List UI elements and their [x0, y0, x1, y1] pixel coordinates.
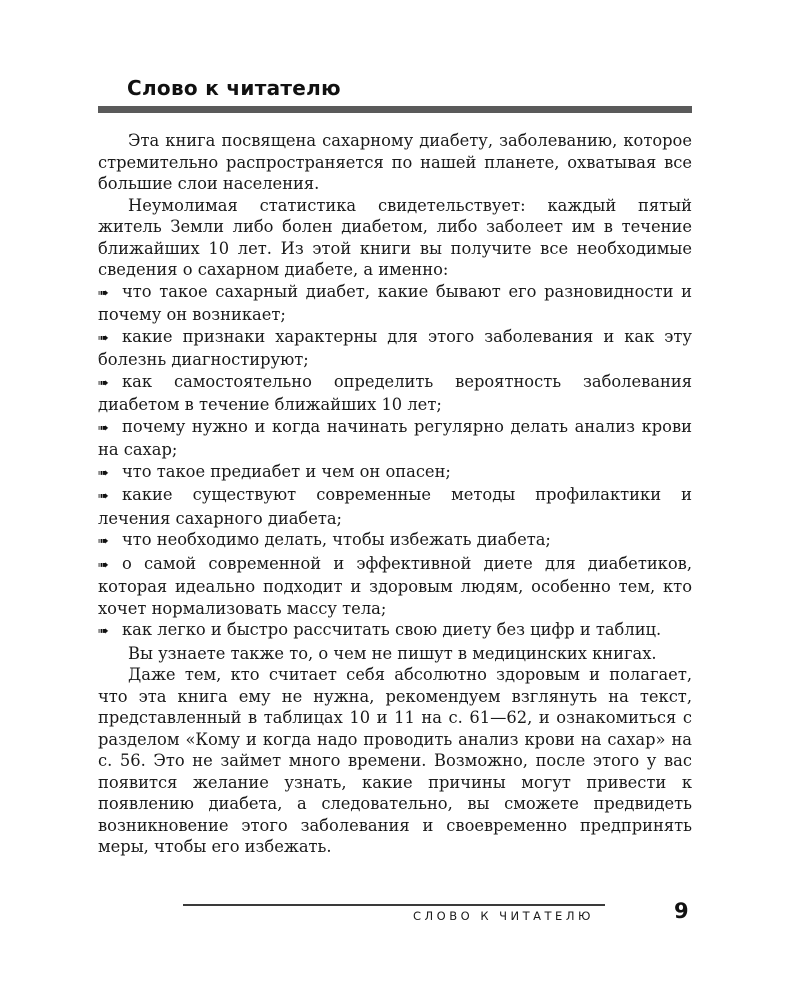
arrow-bullet-icon: ➠	[98, 557, 109, 573]
footer-rule	[183, 904, 605, 906]
list-item-text: почему нужно и когда начинать регулярно делать анализ крови на сахар;	[98, 416, 692, 459]
topics-list	[98, 281, 692, 643]
list-item-text: как самостоятельно определить вероятность заболевания диабетом в течение ближайших 10 лет;	[98, 371, 692, 414]
running-head: СЛОВО К ЧИТАТЕЛЮ	[413, 909, 594, 923]
outro-paragraph-1: Вы узнаете также то, о чем не пишут в медицинских книгах.	[128, 643, 657, 663]
list-item	[98, 326, 692, 371]
list-item	[98, 529, 692, 553]
arrow-bullet-icon: ➠	[98, 420, 109, 436]
body-text	[98, 130, 692, 858]
list-item	[98, 371, 692, 416]
arrow-bullet-icon: ➠	[98, 534, 109, 549]
arrow-bullet-icon: ➠	[98, 624, 109, 639]
title-rule	[98, 106, 692, 113]
page-title: Слово к читателю	[127, 76, 341, 100]
arrow-bullet-icon: ➠	[98, 489, 109, 504]
arrow-bullet-icon: ➠	[98, 330, 109, 346]
list-item	[98, 553, 692, 620]
intro-paragraph-2: Неумолимая статистика свидетельствует: каждый пятый житель Земли либо болен диабетом, либо заболеет им в течение ближайших 10 лет. Из этой книги вы получите все необходимые сведения о сахарном диабете, а именно:	[98, 195, 692, 279]
list-item-text: что такое сахарный диабет, какие бывают его разновидности и почему он возникает;	[98, 281, 692, 324]
list-item-text: о самой современной и эффективной диете для диабетиков, которая идеально подходит и здоровым людям, особенно тем, кто хочет нормализовать массу тела;	[98, 553, 692, 618]
list-item	[98, 619, 692, 643]
list-item-text: что такое предиабет и чем он опасен;	[122, 461, 451, 481]
list-item	[98, 461, 692, 485]
list-item-text: что необходимо делать, чтобы избежать диабета;	[122, 530, 551, 549]
list-item	[98, 484, 692, 529]
arrow-bullet-icon: ➠	[98, 285, 109, 301]
list-item-text: как легко и быстро рассчитать свою диету без цифр и таблиц.	[122, 620, 662, 639]
page-number: 9	[674, 899, 689, 923]
list-item	[98, 281, 692, 326]
arrow-bullet-icon: ➠	[98, 465, 109, 481]
list-item-text: какие признаки характерны для этого заболевания и как эту болезнь диагностируют;	[98, 326, 692, 369]
arrow-bullet-icon: ➠	[98, 375, 109, 391]
outro-paragraph-2: Даже тем, кто считает себя абсолютно здоровым и полагает, что эта книга ему не нужна, рекомендуем взглянуть на текст, представленный в таблицах 10 и 11 на с. 61—62, и ознакомиться с разделом «Кому и когда надо проводить анализ крови на сахар» на с. 56. Это не займет много времени. Возможно, после этого у вас появится желание узнать, какие причины могут привести к появлению диабета, а следовательно, вы сможете предвидеть возникновение этого заболевания и своевременно предпринять меры, чтобы его избежать.	[98, 665, 692, 856]
list-item-text: какие существуют современные методы профилактики и лечения сахарного диабета;	[98, 485, 692, 528]
intro-paragraph-1: Эта книга посвящена сахарному диабету, заболеванию, которое стремительно распространяется по нашей планете, охватывая все большие слои населения.	[98, 131, 692, 193]
list-item	[98, 416, 692, 461]
